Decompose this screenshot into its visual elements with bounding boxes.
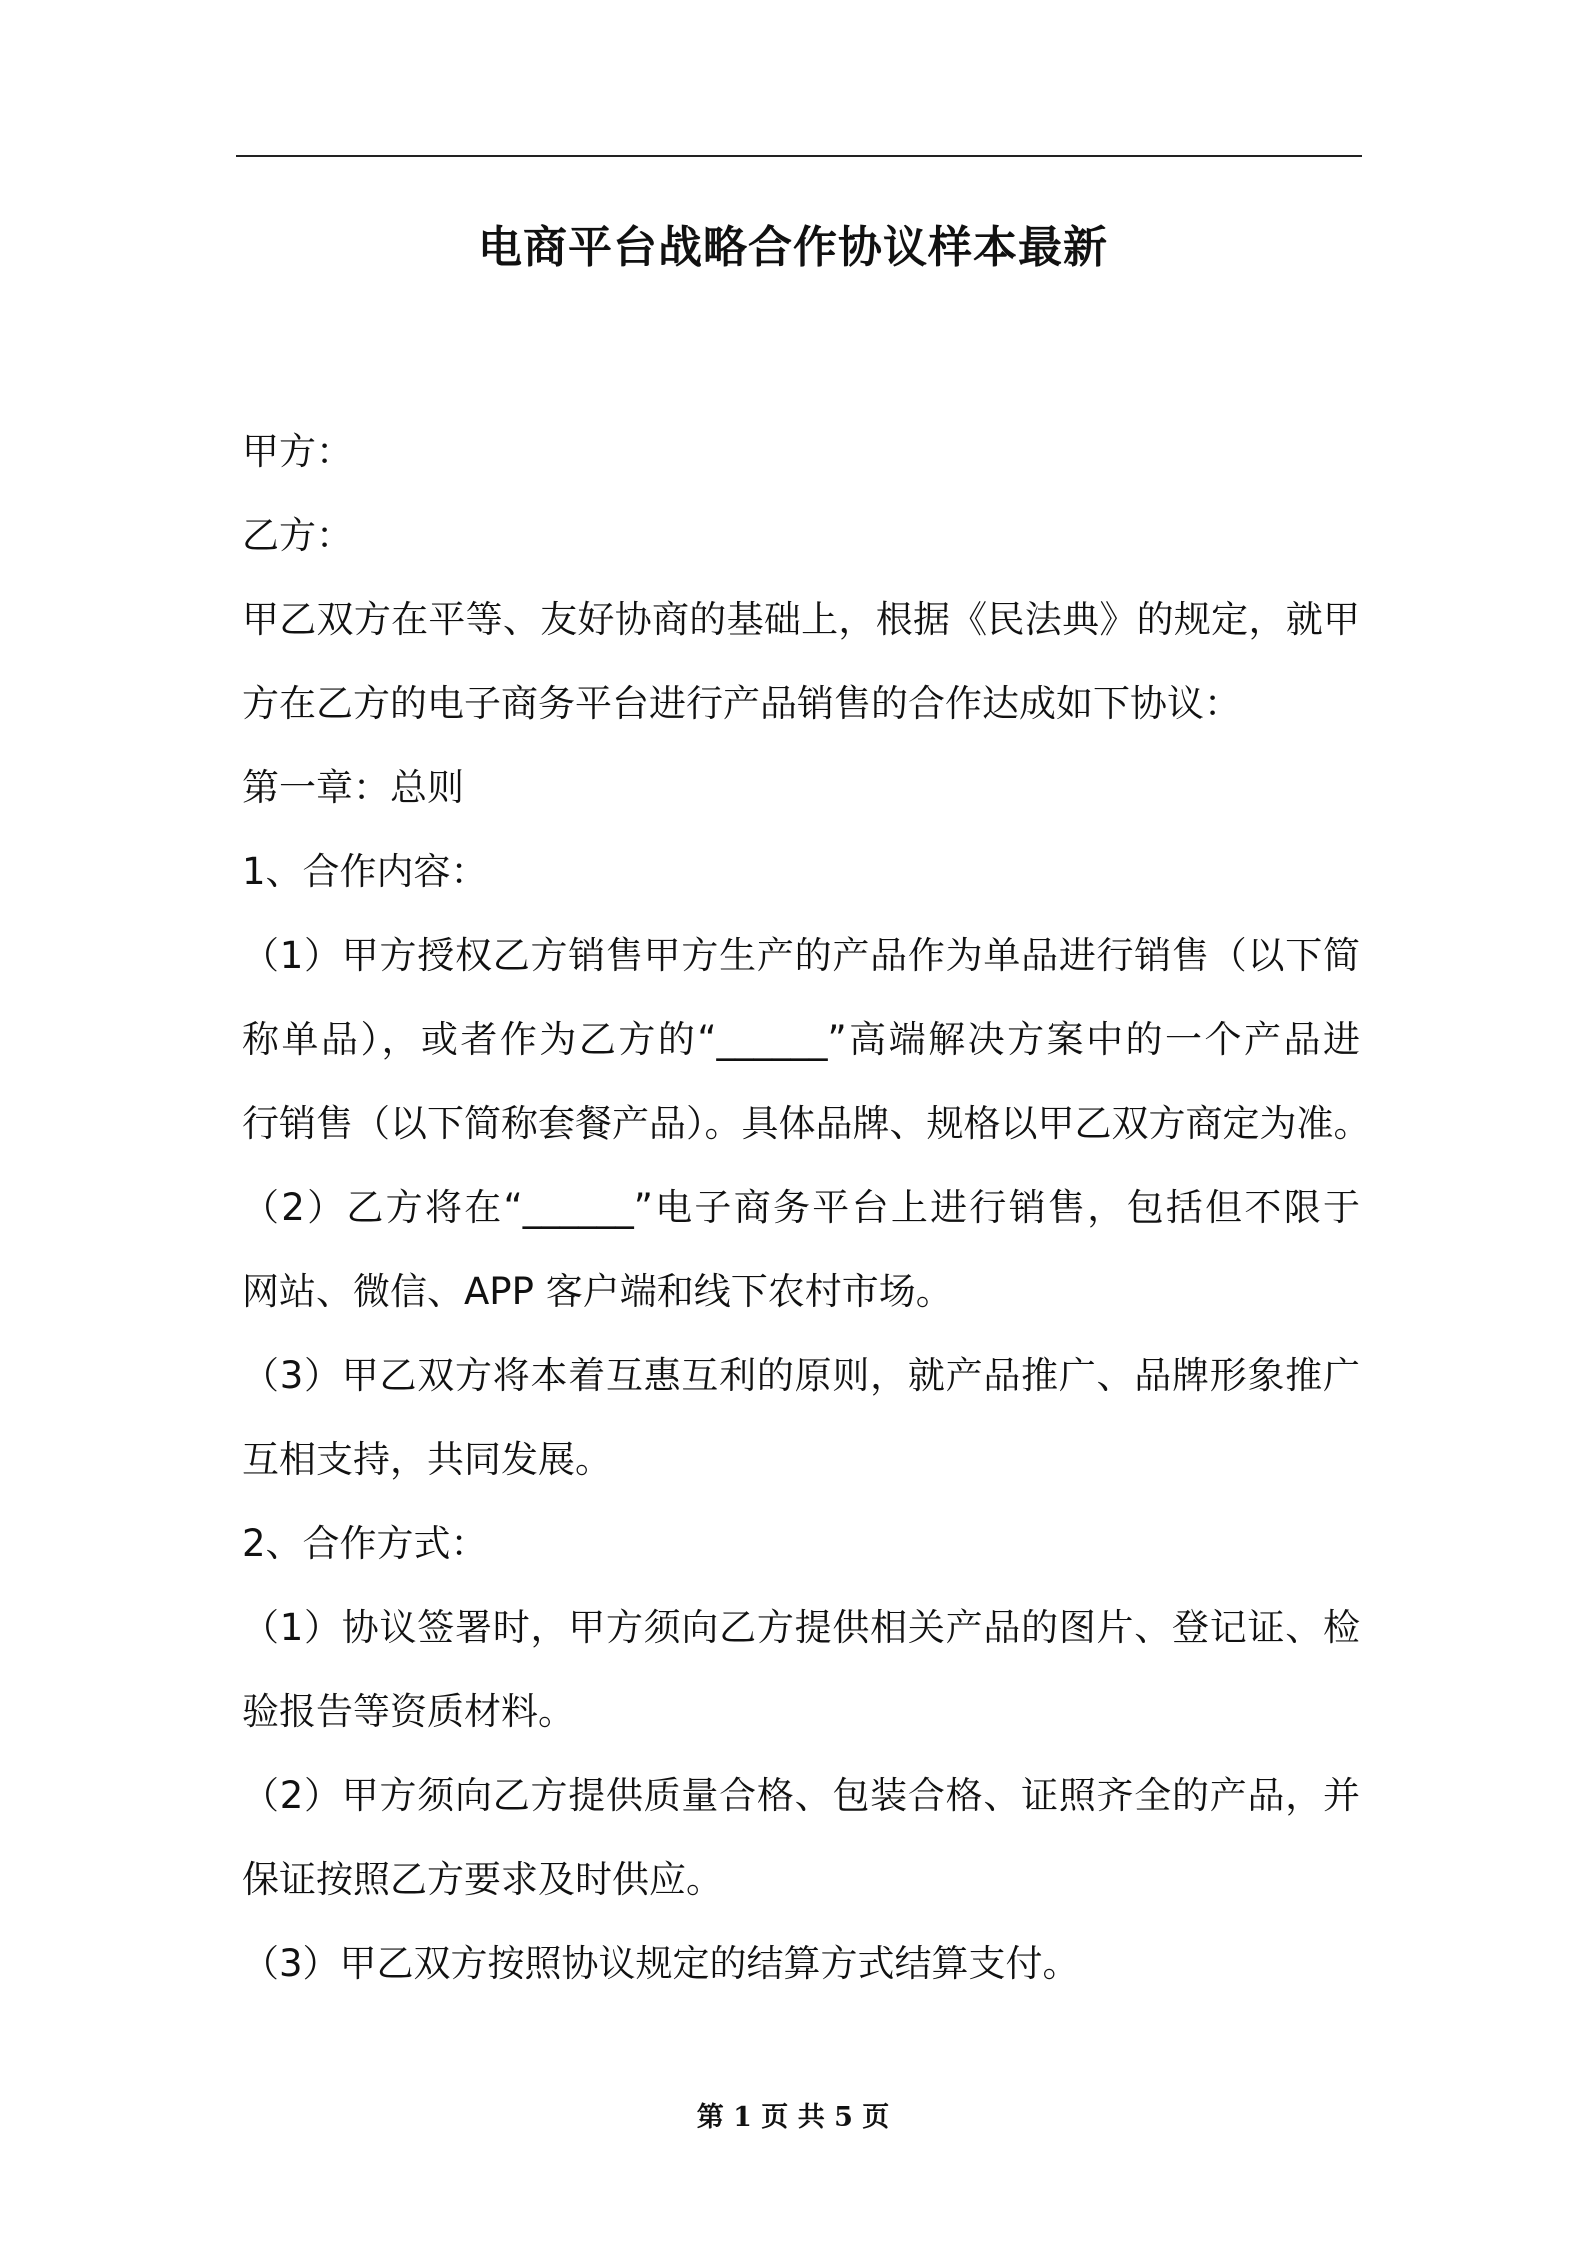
chapter-heading: 第一章：总则 bbox=[242, 766, 464, 809]
party-a-line: 甲方： bbox=[242, 430, 353, 473]
preamble-line-1: 甲乙双方在平等、友好协商的基础上，根据《民法典》的规定，就甲 bbox=[242, 598, 1360, 641]
document-body bbox=[242, 410, 1371, 2006]
header-rule bbox=[236, 155, 1362, 157]
clause-1-1-line-2: 称单品），或者作为乙方的“______”高端解决方案中的一个产品进 bbox=[242, 1018, 1360, 1061]
section-heading-cooperation-method: 2、合作方式： bbox=[242, 1522, 488, 1565]
clause-2-2-line-2: 保证按照乙方要求及时供应。 bbox=[242, 1858, 723, 1901]
clause-1-1-line-3: 行销售（以下简称套餐产品）。具体品牌、规格以甲乙双方商定为准。 bbox=[242, 1102, 1371, 1145]
section-heading-cooperation-content: 1、合作内容： bbox=[242, 850, 488, 893]
clause-2-2-line-1: （2）甲方须向乙方提供质量合格、包装合格、证照齐全的产品，并 bbox=[242, 1774, 1360, 1817]
clause-2-1-line-1: （1）协议签署时，甲方须向乙方提供相关产品的图片、登记证、检 bbox=[242, 1606, 1360, 1649]
clause-1-3-line-1: （3）甲乙双方将本着互惠互利的原则，就产品推广、品牌形象推广 bbox=[242, 1354, 1360, 1397]
preamble-line-2: 方在乙方的电子商务平台进行产品销售的合作达成如下协议： bbox=[242, 682, 1241, 725]
clause-1-2-line-1: （2）乙方将在“______”电子商务平台上进行销售，包括但不限于 bbox=[242, 1186, 1360, 1229]
clause-1-2-line-2: 网站、微信、APP 客户端和线下农村市场。 bbox=[242, 1270, 953, 1313]
party-b-line: 乙方： bbox=[242, 514, 353, 557]
clause-1-1-line-1: （1）甲方授权乙方销售甲方生产的产品作为单品进行销售（以下简 bbox=[242, 934, 1360, 977]
clause-2-3-line-1: （3）甲乙双方按照协议规定的结算方式结算支付。 bbox=[242, 1942, 1080, 1985]
clause-1-3-line-2: 互相支持，共同发展。 bbox=[242, 1438, 612, 1481]
clause-2-1-line-2: 验报告等资质材料。 bbox=[242, 1690, 575, 1733]
page-indicator: 第 1 页 共 5 页 bbox=[696, 2102, 890, 2133]
document-title: 电商平台战略合作协议样本最新 bbox=[478, 222, 1108, 273]
